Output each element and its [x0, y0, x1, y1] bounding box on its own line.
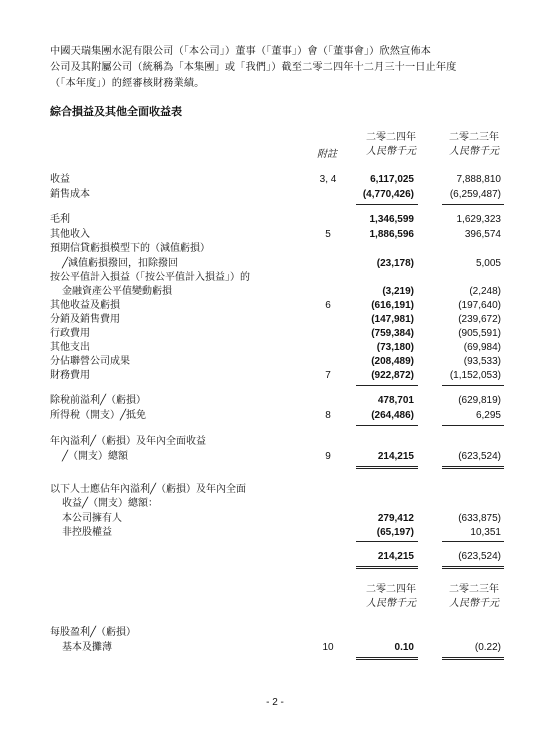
row-note: 10 [322, 642, 334, 653]
row-label: ╱減值虧損撥回，扣除撥回 [62, 258, 179, 269]
table-row [0, 327, 550, 340]
row-label: 其他收入 [50, 229, 90, 240]
table-row [0, 285, 550, 298]
column-header-note: 附註 [317, 149, 337, 160]
row-value-prior: (2,248) [469, 286, 501, 297]
total-rule [356, 657, 418, 658]
row-value-current: (73,180) [376, 342, 414, 353]
table-row [0, 173, 550, 186]
row-value-current: 6,117,025 [370, 174, 414, 185]
table-row [0, 550, 550, 563]
intro-line: 公司及其附屬公司（統稱為「本集團」或「我們」）截至二零二四年十二月三十一日止年度 [50, 62, 457, 73]
total-rule [356, 468, 418, 469]
row-label: 收益╱（開支）總額： [62, 498, 159, 509]
row-value-current: (65,197) [376, 527, 414, 538]
total-rule [356, 466, 418, 467]
table-row [0, 369, 550, 382]
column-year-prior: 二零二三年 [449, 132, 499, 143]
column-unit-current: 人民幣千元 [366, 146, 416, 157]
row-label: 其他收益及虧損 [50, 300, 120, 311]
row-label: 銷售成本 [50, 189, 90, 200]
column-header-prior [440, 583, 508, 611]
table-row [0, 271, 550, 284]
subtotal-rule [442, 541, 504, 542]
row-note: 3, 4 [319, 174, 337, 185]
section-title: 綜合損益及其他全面收益表 [50, 105, 182, 118]
table-row [0, 435, 550, 448]
row-value-prior: 1,629,323 [456, 214, 501, 225]
row-label: 非控股權益 [62, 527, 112, 538]
subtotal-rule [442, 204, 504, 205]
subtotal-rule [356, 425, 418, 426]
row-value-prior: (623,524) [458, 551, 501, 562]
total-rule [442, 657, 504, 658]
row-label: 財務費用 [50, 370, 90, 381]
subtotal-rule [442, 425, 504, 426]
row-label: 本公司擁有人 [62, 513, 122, 524]
total-rule [442, 659, 504, 660]
row-note: 9 [325, 451, 331, 462]
row-label: 除稅前溢利╱（虧損） [50, 395, 147, 406]
row-label: 每股盈利╱（虧損） [50, 627, 137, 638]
column-header-prior [440, 131, 508, 159]
column-year-current: 二零二四年 [366, 132, 416, 143]
column-year-prior: 二零二三年 [449, 584, 499, 595]
column-unit-current: 人民幣千元 [366, 598, 416, 609]
row-value-prior: (629,819) [458, 395, 501, 406]
row-label: 毛利 [50, 214, 70, 225]
row-label: 收益 [50, 174, 70, 185]
total-rule [356, 568, 418, 569]
row-value-current: (264,486) [371, 410, 414, 421]
row-value-current: (4,770,426) [362, 189, 414, 200]
row-value-current: 214,215 [377, 551, 414, 562]
column-header-current [360, 583, 422, 611]
intro-line: （「本年度」）的經審核財務業績。 [50, 78, 205, 89]
table-row [0, 409, 550, 422]
intro-paragraph [50, 44, 510, 92]
row-note: 8 [325, 410, 331, 421]
row-value-current: 1,886,596 [369, 229, 414, 240]
row-note: 7 [325, 370, 331, 381]
row-note: 5 [325, 229, 331, 240]
row-value-prior: 7,888,810 [456, 174, 501, 185]
table-row [0, 626, 550, 639]
row-value-prior: 5,005 [475, 258, 501, 269]
subtotal-rule [442, 385, 504, 386]
row-value-prior: (633,875) [458, 513, 501, 524]
row-value-prior: 396,574 [464, 229, 501, 240]
total-rule [442, 466, 504, 467]
row-label: 行政費用 [50, 328, 90, 339]
subtotal-rule [356, 541, 418, 542]
row-value-current: (3,219) [382, 286, 414, 297]
row-value-current: (759,384) [371, 328, 414, 339]
row-label: 分佔聯營公司成果 [50, 356, 130, 367]
total-rule [442, 468, 504, 469]
row-value-prior: 10,351 [470, 527, 501, 538]
total-rule [356, 659, 418, 660]
table-row [0, 512, 550, 525]
row-value-current: (23,178) [376, 258, 414, 269]
table-row [0, 641, 550, 654]
row-value-prior: (6,259,487) [449, 189, 501, 200]
row-value-prior: (905,591) [458, 328, 501, 339]
row-label: 基本及攤薄 [62, 642, 112, 653]
column-year-current: 二零二四年 [366, 584, 416, 595]
row-label: 分銷及銷售費用 [50, 314, 120, 325]
row-value-prior: (239,672) [458, 314, 501, 325]
row-label: 按公平值計入損益（「按公平值計入損益」）的 [50, 272, 250, 283]
row-value-current: (147,981) [371, 314, 414, 325]
row-label: 以下人士應佔年內溢利╱（虧損）及年內全面 [50, 484, 247, 495]
row-value-prior: 6,295 [475, 410, 501, 421]
table-row [0, 450, 550, 463]
row-value-prior: (93,533) [463, 356, 501, 367]
total-rule [356, 566, 418, 567]
table-row [0, 188, 550, 201]
intro-line: 中國天瑞集團水泥有限公司（「本公司」）董事（「董事」）會（「董事會」）欣然宣佈本 [50, 46, 431, 57]
row-value-current: 279,412 [377, 513, 414, 524]
table-row [0, 341, 550, 354]
row-value-current: (208,489) [371, 356, 414, 367]
total-rule [442, 568, 504, 569]
row-value-prior: (0.22) [474, 642, 501, 653]
row-value-current: (922,872) [371, 370, 414, 381]
row-label: 金融資產公平值變動虧損 [62, 286, 172, 297]
table-row [0, 526, 550, 539]
table-row [0, 313, 550, 326]
table-row [0, 228, 550, 241]
row-value-current: 478,701 [377, 395, 414, 406]
row-value-prior: (623,524) [458, 451, 501, 462]
table-row [0, 394, 550, 407]
row-value-current: 0.10 [394, 642, 414, 653]
row-value-prior: (69,984) [463, 342, 501, 353]
row-value-prior: (1,152,053) [449, 370, 501, 381]
column-header-current [360, 131, 422, 159]
row-label: 其他支出 [50, 342, 90, 353]
table-row [0, 242, 550, 255]
total-rule [442, 566, 504, 567]
row-value-current: 214,215 [377, 451, 414, 462]
column-unit-prior: 人民幣千元 [449, 146, 499, 157]
row-label: ╱（開支）總額 [62, 451, 129, 462]
row-label: 預期信貸虧損模型下的（減值虧損） [50, 243, 210, 254]
table-row [0, 497, 550, 510]
page-number: - 2 - [266, 697, 284, 708]
row-label: 年內溢利╱（虧損）及年內全面收益 [50, 436, 207, 447]
row-note: 6 [325, 300, 331, 311]
row-value-current: (616,191) [371, 300, 414, 311]
table-row [0, 299, 550, 312]
row-label: 所得稅（開支）╱抵免 [50, 410, 147, 421]
row-value-prior: (197,640) [458, 300, 501, 311]
table-row [0, 483, 550, 496]
column-unit-prior: 人民幣千元 [449, 598, 499, 609]
table-row [0, 257, 550, 270]
table-row [0, 213, 550, 226]
table-row [0, 355, 550, 368]
row-value-current: 1,346,599 [369, 214, 414, 225]
subtotal-rule [356, 385, 418, 386]
subtotal-rule [356, 204, 418, 205]
